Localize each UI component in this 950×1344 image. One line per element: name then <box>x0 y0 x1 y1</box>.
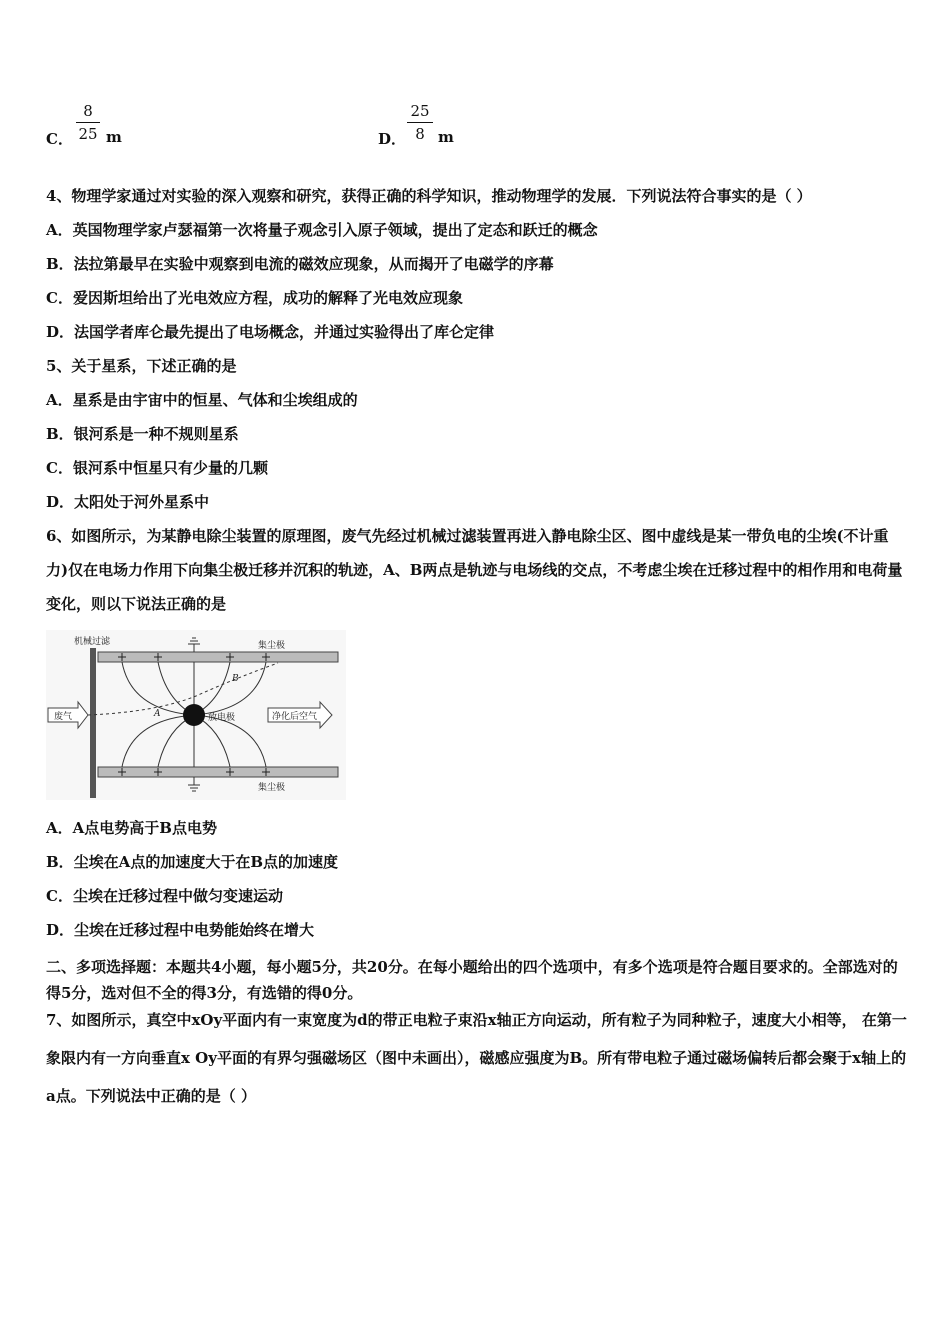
filter-label: 机械过滤 <box>74 637 111 647</box>
point-a-label: A <box>154 709 161 719</box>
q6-stem: 6、如图所示，为某静电除尘装置的原理图，废气先经过机械过滤装置再进入静电除尘区、图中虚线是某一带负电的尘埃(不计重力)仅在电场力作用下向集尘极迁移并沉积的轨迹，A、B两点是轨迹与电场线的交点，不考虑尘埃在迁移过程中的相作用和电荷量变化，则以下说法正确的是 <box>46 527 903 613</box>
q6-option-c: C．尘埃在迁移过程中做匀变速运动 <box>46 887 283 905</box>
section2-heading: 二、多项选择题：本题共4小题，每小题5分，共20分。在每小题给出的四个选项中，有多个选项是符合题目要求的。全部选对的得5分，选对但不全的得3分，有选错的得0分。 <box>46 958 898 1002</box>
q6-option-b: B．尘埃在A点的加速度大于在B点的加速度 <box>46 853 338 871</box>
fraction-denominator: 25 <box>78 125 98 143</box>
filter-plate <box>90 648 96 798</box>
q3-option-d-label: D． <box>378 130 407 148</box>
q3-option-c-label: C． <box>46 130 73 148</box>
q4-option-a: A．英国物理学家卢瑟福第一次将量子观念引入原子领域，提出了定态和跃迁的概念 <box>46 221 598 239</box>
q5-stem: 5、关于星系，下述正确的是 <box>46 357 237 375</box>
q5-option-c: C．银河系中恒星只有少量的几颗 <box>46 459 268 477</box>
q3-option-d-fraction <box>407 102 433 143</box>
outlet-label: 净化后空气 <box>272 712 318 722</box>
collector-label-top: 集尘极 <box>258 641 286 651</box>
fraction-numerator: 25 <box>410 102 430 120</box>
q7-stem: 7、如图所示，真空中xOy平面内有一束宽度为d的带正电粒子束沿x轴正方向运动，所有粒子为同种粒子，速度大小相等， 在第一象限内有一方向垂直x Oy平面的有界匀强磁场区（图中未画出），磁感应强度为B。所有带电粒子通过磁场偏转后都会聚于x轴上的a点。下列说法中正确的是（ ） <box>46 1011 907 1105</box>
collector-label-bottom: 集尘极 <box>258 783 286 793</box>
q4-option-b: B．法拉第最早在实验中观察到电流的磁效应现象，从而揭开了电磁学的序幕 <box>46 255 554 273</box>
q6-option-d: D．尘埃在迁移过程中电势能始终在增大 <box>46 921 315 939</box>
q4-option-c: C．爱因斯坦给出了光电效应方程，成功的解释了光电效应现象 <box>46 289 463 307</box>
collector-plate-bottom <box>98 767 338 777</box>
discharge-electrode <box>183 704 205 726</box>
electrostatic-precipitator-diagram <box>46 630 346 800</box>
q3-option-c-fraction <box>76 102 100 143</box>
q5-option-a: A．星系是由宇宙中的恒星、气体和尘埃组成的 <box>46 391 358 409</box>
q4-stem: 4、物理学家通过对实验的深入观察和研究，获得正确的科学知识，推动物理学的发展．下列说法符合事实的是（ ） <box>46 187 812 205</box>
electrode-label: 放电极 <box>208 713 236 723</box>
collector-plate-top <box>98 652 338 662</box>
q3-option-d-unit: m <box>438 128 454 146</box>
q6-option-a: A．A点电势高于B点电势 <box>46 819 217 837</box>
q4-option-d: D．法国学者库仑最先提出了电场概念，并通过实验得出了库仑定律 <box>46 323 495 341</box>
fraction-numerator: 8 <box>83 102 93 120</box>
inlet-label: 废气 <box>54 712 73 722</box>
q5-option-b: B．银河系是一种不规则星系 <box>46 425 239 443</box>
q3-option-c-unit: m <box>106 128 122 146</box>
fraction-denominator: 8 <box>415 125 425 143</box>
point-b-label: B <box>232 674 239 684</box>
q5-option-d: D．太阳处于河外星系中 <box>46 493 210 511</box>
